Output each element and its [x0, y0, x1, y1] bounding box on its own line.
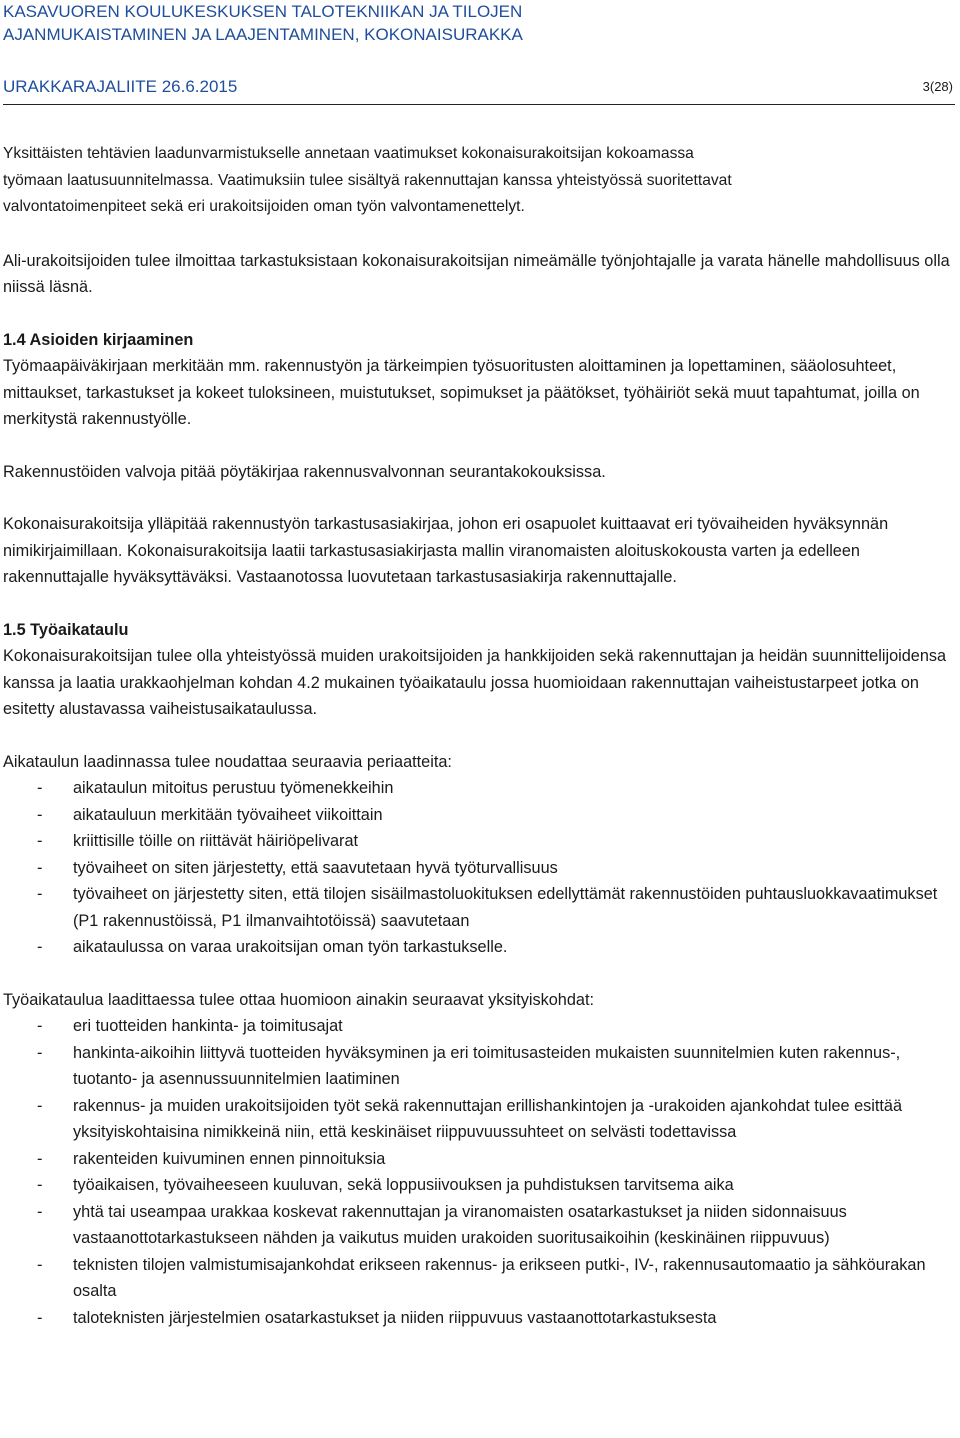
section-1-4-paragraph-3: Kokonaisurakoitsija ylläpitää rakennustyön tarkastusasiakirjaa, johon eri osapuolet kuittaavat eri työvaiheiden hyväksynnän nimikirjaimillaan. Kokonaisurakoitsija laatii tarkastusasiakirjasta mallin viranomaisten aloituskokousta varten ja edelleen rakennuttajalle hyväksyttäväksi. Vastaanotossa luovutetaan tarkastusasiakirja rakennuttajalle. [3, 515, 889, 586]
list-item: - työvaiheet on järjestetty siten, että tilojen sisäilmastoluokituksen edellyttämät rakennustöiden puhtausluokkavaatimukset (P1 rakennustöissä, P1 ilmanvaihtotöissä) saavutetaan [37, 885, 938, 930]
intro-line-3: valvontatoimenpiteet sekä eri urakoitsijoiden oman työn valvontamenettelyt. [3, 198, 525, 215]
header-title-line1: KASAVUOREN KOULUKESKUKSEN TALOTEKNIIKAN JA TILOJEN [3, 2, 523, 21]
intro-paragraph-2: Ali-urakoitsijoiden tulee ilmoittaa tarkastuksistaan kokonaisurakoitsijan nimeämälle työnjohtajalle ja varata hänelle mahdollisuus olla niissä läsnä. [3, 251, 950, 296]
list-item: - teknisten tilojen valmistumisajankohdat erikseen rakennus- ja erikseen putki-, IV-, rakennusautomaatio ja sähköurakan osalta [37, 1255, 926, 1300]
principles-list [3, 775, 955, 961]
list-item: - aikatauluun merkitään työvaiheet viikoittain [37, 805, 383, 824]
intro-paragraph-1 [3, 141, 955, 221]
header-title-line2: AJANMUKAISTAMINEN JA LAAJENTAMINEN, KOKONAISURAKKA [3, 25, 523, 44]
list-item: - yhtä tai useampaa urakkaa koskevat rakennuttajan ja viranomaisten osatarkastukset ja niiden sidonnaisuus vastaanottotarkastukseen nähden ja vaikutus muiden urakoiden suoritusaikoihin (keskinäinen riippuvuus) [37, 1202, 847, 1247]
details-intro: Työaikataulua laadittaessa tulee ottaa huomioon ainakin seuraavat yksityiskohdat: [3, 990, 595, 1009]
header-document-id: URAKKARAJALIITE 26.6.2015 [3, 77, 238, 96]
section-1-4-paragraph-2: Rakennustöiden valvoja pitää pöytäkirjaa rakennusvalvonnan seurantakokouksissa. [3, 462, 606, 481]
intro-line-2: työmaan laatusuunnitelmassa. Vaatimuksiin tulee sisältyä rakennuttajan kanssa yhteistyössä suoritettavat [3, 171, 732, 189]
list-item: - työvaiheet on siten järjestetty, että saavutetaan hyvä työturvallisuus [37, 858, 558, 877]
section-1-4-paragraph-1: Työmaapäiväkirjaan merkitään mm. rakennustyön ja tärkeimpien työsuoritusten aloittaminen ja lopettaminen, sääolosuhteet, mittaukset, tarkastukset ja kokeet tuloksineen, muistutukset, sopimukset ja päätökset, työhäiriöt sekä muut tapahtumat, joilla on merkitystä rakennustyölle. [3, 357, 920, 428]
header-meta-row [3, 75, 955, 98]
list-item: - hankinta-aikoihin liittyvä tuotteiden hyväksyminen ja eri toimitusasteiden mukaisten suunnitelmien kuten rakennus-, tuotanto- ja asennussuunnitelmien laatiminen [37, 1043, 901, 1088]
list-item: - rakenteiden kuivuminen ennen pinnoituksia [37, 1149, 386, 1168]
list-item: - rakennus- ja muiden urakoitsijoiden työt sekä rakennuttajan erillishankintojen ja -urakoiden ajankohdat tulee esittää yksityiskohtaisina nimikkeinä niin, että keskinäiset riippuvuussuhteet on selvästi todettavissa [37, 1096, 903, 1141]
principles-intro: Aikataulun laadinnassa tulee noudattaa seuraavia periaatteita: [3, 752, 452, 771]
list-item: - työaikaisen, työvaiheeseen kuuluvan, sekä loppusiivouksen ja puhdistuksen tarvitsema aika [37, 1176, 734, 1194]
list-item: - taloteknisten järjestelmien osatarkastukset ja niiden riippuvuus vastaanottotarkastuksesta [37, 1308, 717, 1327]
details-list [3, 1013, 955, 1331]
list-item: - eri tuotteiden hankinta- ja toimitusajat [37, 1017, 343, 1035]
section-1-5-paragraph-1: Kokonaisurakoitsijan tulee olla yhteistyössä muiden urakoitsijoiden ja hankkijoiden sekä rakennuttajan ja heidän suunnittelijoidensa kanssa ja laatia urakkaohjelman kohdan 4.2 mukainen työaikataulu jossa huomioidaan rakennuttajan vaiheistustarpeet jotka on esitetty alustavassa vaiheistusaikataulussa. [3, 647, 947, 718]
section-1-4-heading: 1.4 Asioiden kirjaaminen [3, 330, 194, 349]
page-header [3, 0, 955, 98]
list-item: - aikataulun mitoitus perustuu työmenekkeihin [37, 779, 394, 797]
list-item: - aikataulussa on varaa urakoitsijan oman työn tarkastukselle. [37, 938, 508, 956]
section-1-5-heading: 1.5 Työaikataulu [3, 620, 129, 639]
document-page [3, 0, 955, 1331]
list-item: - kriittisille töille on riittävät häiriöpelivarat [37, 832, 359, 850]
intro-line-1: Yksittäisten tehtävien laadunvarmistukselle annetaan vaatimukset kokonaisurakoitsijan kokoamassa [3, 145, 694, 162]
header-rule [3, 104, 955, 105]
page-number: 3(28) [922, 79, 953, 94]
